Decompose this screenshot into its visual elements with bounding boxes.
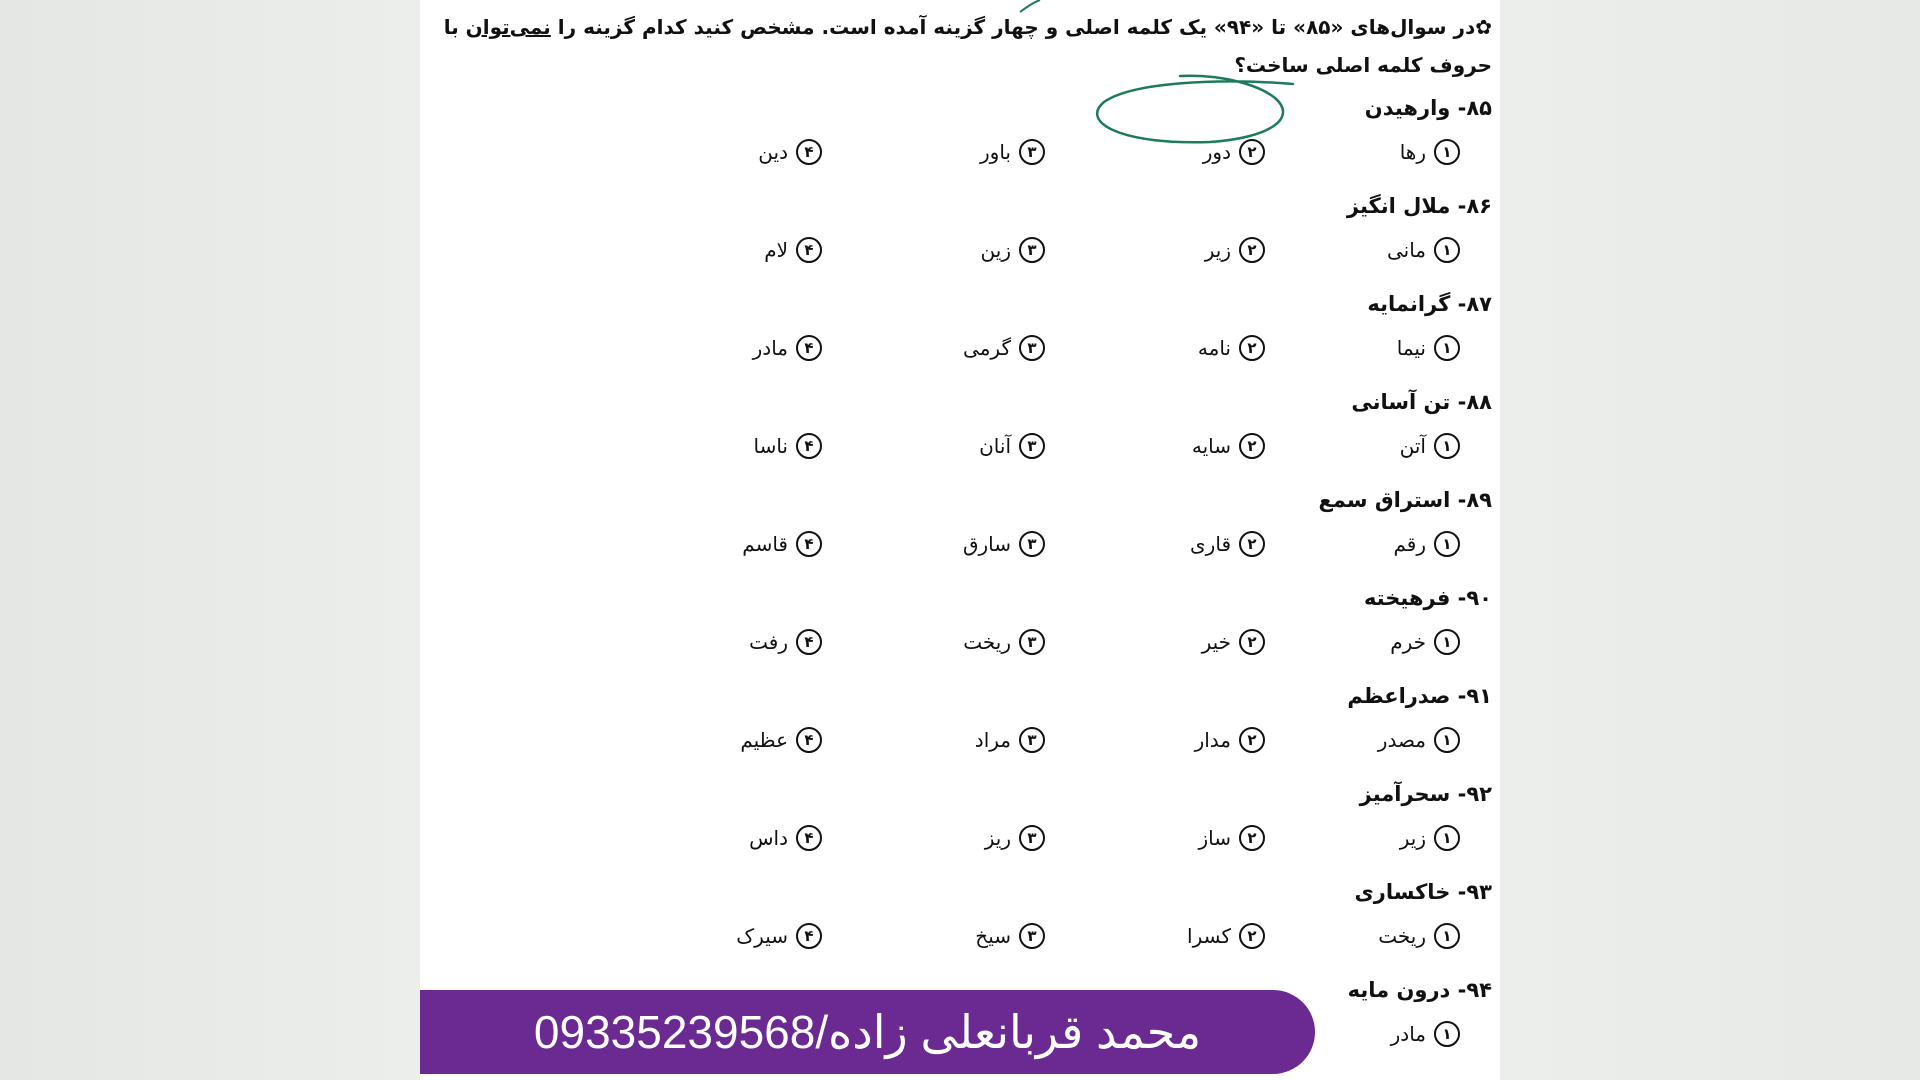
option-text: دور [1202, 140, 1231, 164]
option-number-circle-icon: ۴ [796, 629, 822, 655]
options-row [420, 428, 1500, 464]
option-number-circle-icon: ۲ [1239, 923, 1265, 949]
option-text: خرم [1390, 630, 1426, 654]
question-94-label: ۹۴- درون مایه [1347, 978, 1492, 1002]
option-text: سایه [1191, 434, 1231, 458]
option-text: ریخت [963, 630, 1011, 654]
option-1[interactable] [1378, 722, 1460, 758]
option-text: مانی [1386, 238, 1426, 262]
option-text: کسرا [1187, 924, 1231, 948]
option-text: ریخت [1378, 924, 1426, 948]
option-text: نیما [1396, 336, 1426, 360]
option-4[interactable] [740, 722, 822, 758]
option-text: قاری [1190, 532, 1231, 556]
option-text: سیرک [736, 924, 788, 948]
options-row [420, 918, 1500, 954]
option-3[interactable] [979, 428, 1045, 464]
left-background [0, 0, 420, 1080]
option-number-circle-icon: ۱ [1434, 139, 1460, 165]
option-text: خیر [1201, 630, 1231, 654]
option-number-circle-icon: ۴ [796, 923, 822, 949]
option-2[interactable] [1203, 134, 1265, 170]
bullet-icon: ✿ [1475, 15, 1492, 39]
option-number-circle-icon: ۳ [1019, 139, 1045, 165]
question-92-label: ۹۲- سحرآمیز [1359, 782, 1492, 806]
option-2[interactable] [1202, 624, 1265, 660]
option-text: گرمی [963, 336, 1011, 360]
option-text: آتن [1399, 434, 1426, 458]
option-1[interactable] [1391, 1016, 1460, 1052]
option-number-circle-icon: ۱ [1434, 825, 1460, 851]
option-4[interactable] [749, 820, 822, 856]
option-number-circle-icon: ۲ [1239, 629, 1265, 655]
option-4[interactable] [764, 232, 822, 268]
option-number-circle-icon: ۳ [1019, 923, 1045, 949]
option-text: داس [749, 826, 788, 850]
option-text: مراد [974, 728, 1011, 752]
question-89-label: ۸۹- استراق سمع [1318, 488, 1492, 512]
option-text: زیر [1399, 826, 1426, 850]
option-number-circle-icon: ۳ [1019, 629, 1045, 655]
option-number-circle-icon: ۱ [1434, 531, 1460, 557]
option-text: ساز [1198, 826, 1231, 850]
option-4[interactable] [742, 526, 822, 562]
option-1[interactable] [1393, 526, 1460, 562]
question-91-label: ۹۱- صدراعظم [1347, 684, 1492, 708]
option-number-circle-icon: ۴ [796, 727, 822, 753]
options-row [420, 330, 1500, 366]
option-number-circle-icon: ۳ [1019, 727, 1045, 753]
options-row [420, 526, 1500, 562]
options-row [420, 134, 1500, 170]
option-4[interactable] [753, 428, 822, 464]
option-2[interactable] [1205, 232, 1265, 268]
option-number-circle-icon: ۴ [796, 433, 822, 459]
option-text: رفت [749, 630, 788, 654]
option-number-circle-icon: ۲ [1239, 825, 1265, 851]
option-number-circle-icon: ۳ [1019, 335, 1045, 361]
option-text: مدار [1194, 728, 1231, 752]
option-1[interactable] [1400, 134, 1460, 170]
option-1[interactable] [1400, 820, 1460, 856]
instruction-part2: با حروف کلمه اصلی ساخت؟ [443, 15, 1492, 77]
question-87-label: ۸۷- گرانمایه [1367, 292, 1492, 316]
option-number-circle-icon: ۱ [1434, 727, 1460, 753]
option-text: رقم [1393, 532, 1426, 556]
options-row [420, 232, 1500, 268]
instruction-part1: در سوال‌های «۸۵» تا «۹۴» یک کلمه اصلی و چهار گزینه آمده است. مشخص کنید کدام گزینه را [550, 15, 1476, 39]
option-text: رها [1399, 140, 1426, 164]
author-banner [420, 990, 1315, 1074]
right-background [1500, 0, 1920, 1080]
options-row [420, 624, 1500, 660]
option-3[interactable] [975, 722, 1045, 758]
options-row [420, 820, 1500, 856]
author-banner-text: محمد قربانعلی زاده/09335239568 [533, 1006, 1202, 1058]
instruction-underlined: نمی‌توان [465, 15, 551, 39]
option-number-circle-icon: ۴ [796, 825, 822, 851]
option-number-circle-icon: ۲ [1239, 531, 1265, 557]
question-90-label: ۹۰- فرهیخته [1363, 586, 1492, 610]
option-text: زین [980, 238, 1011, 262]
option-text: باور [980, 140, 1011, 164]
option-number-circle-icon: ۴ [796, 237, 822, 263]
option-number-circle-icon: ۳ [1019, 825, 1045, 851]
instruction-text [432, 8, 1492, 84]
option-number-circle-icon: ۲ [1239, 433, 1265, 459]
option-number-circle-icon: ۱ [1434, 335, 1460, 361]
option-number-circle-icon: ۳ [1019, 237, 1045, 263]
option-text: زیر [1204, 238, 1231, 262]
option-4[interactable] [758, 134, 822, 170]
option-text: مادر [752, 336, 788, 360]
option-2[interactable] [1198, 820, 1265, 856]
option-1[interactable] [1390, 624, 1460, 660]
options-row [420, 722, 1500, 758]
option-3[interactable] [963, 330, 1045, 366]
option-number-circle-icon: ۲ [1239, 237, 1265, 263]
option-3[interactable] [981, 232, 1045, 268]
option-number-circle-icon: ۱ [1434, 1021, 1460, 1047]
option-3[interactable] [975, 918, 1045, 954]
question-86-label: ۸۶- ملال انگیز [1346, 194, 1492, 218]
option-number-circle-icon: ۱ [1434, 433, 1460, 459]
option-text: لام [764, 238, 788, 262]
option-text: مصدر [1377, 728, 1426, 752]
option-2[interactable] [1198, 330, 1265, 366]
option-1[interactable] [1387, 232, 1460, 268]
option-text: قاسم [742, 532, 788, 556]
option-number-circle-icon: ۱ [1434, 237, 1460, 263]
option-4[interactable] [753, 330, 822, 366]
option-number-circle-icon: ۴ [796, 139, 822, 165]
option-number-circle-icon: ۳ [1019, 433, 1045, 459]
option-3[interactable] [985, 820, 1045, 856]
option-3[interactable] [980, 134, 1045, 170]
question-93-label: ۹۳- خاکساری [1354, 880, 1492, 904]
option-text: سارق [962, 532, 1011, 556]
option-3[interactable] [963, 624, 1045, 660]
option-2[interactable] [1190, 526, 1265, 562]
option-2[interactable] [1187, 918, 1265, 954]
option-number-circle-icon: ۱ [1434, 923, 1460, 949]
option-2[interactable] [1192, 428, 1265, 464]
option-number-circle-icon: ۲ [1239, 727, 1265, 753]
option-text: ناسا [753, 434, 788, 458]
option-1[interactable] [1400, 428, 1460, 464]
option-number-circle-icon: ۴ [796, 335, 822, 361]
option-4[interactable] [749, 624, 822, 660]
option-number-circle-icon: ۲ [1239, 335, 1265, 361]
option-text: مادر [1390, 1022, 1426, 1046]
option-number-circle-icon: ۲ [1239, 139, 1265, 165]
option-text: آنان [979, 434, 1011, 458]
option-2[interactable] [1195, 722, 1265, 758]
option-text: سیخ [975, 924, 1011, 948]
option-text: ریز [984, 826, 1011, 850]
option-text: عظیم [740, 728, 788, 752]
option-3[interactable] [963, 526, 1045, 562]
option-text: دین [758, 140, 788, 164]
question-88-label: ۸۸- تن آسانی [1351, 390, 1492, 414]
worksheet-page [420, 0, 1500, 1080]
question-85-label: ۸۵- وارهیدن [1364, 96, 1492, 120]
option-text: نامه [1197, 336, 1231, 360]
option-number-circle-icon: ۳ [1019, 531, 1045, 557]
option-1[interactable] [1397, 330, 1460, 366]
option-number-circle-icon: ۱ [1434, 629, 1460, 655]
option-number-circle-icon: ۴ [796, 531, 822, 557]
option-4[interactable] [736, 918, 822, 954]
option-1[interactable] [1378, 918, 1460, 954]
